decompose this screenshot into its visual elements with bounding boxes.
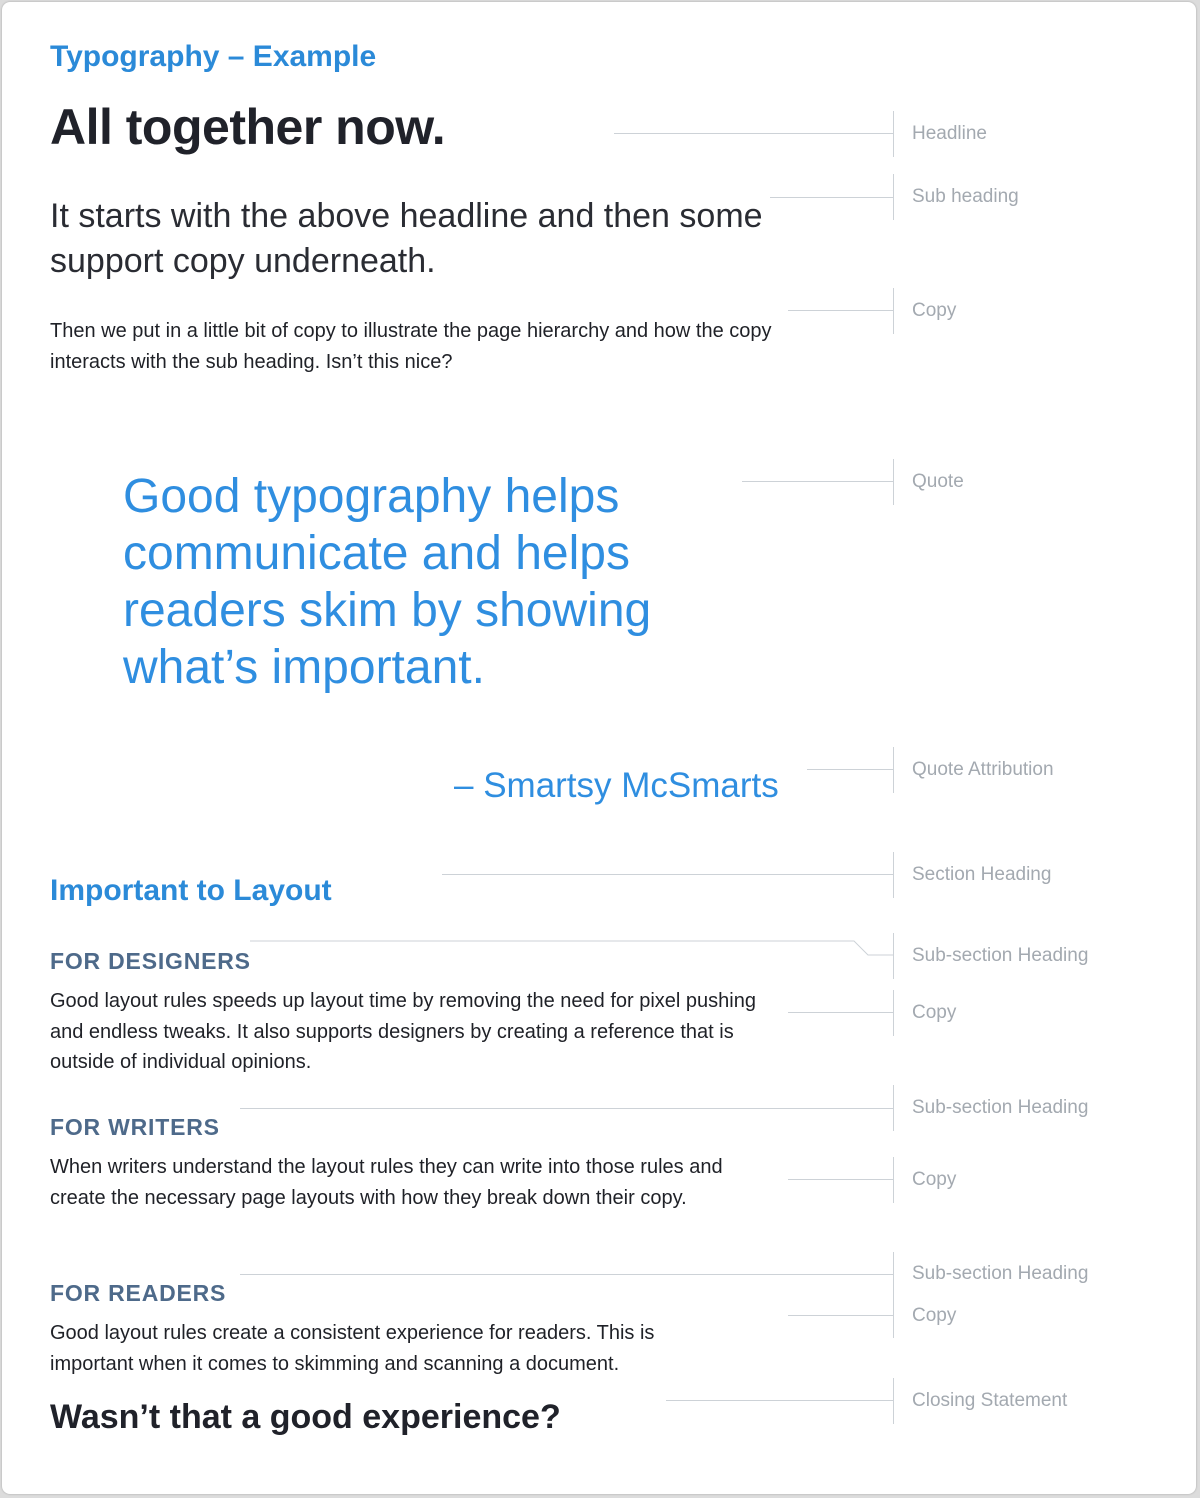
annotation-sub-heading: Sub heading — [912, 186, 1019, 207]
copy-leader-line-4 — [788, 1315, 893, 1316]
annotation-headline: Headline — [912, 123, 987, 144]
annotation-copy-1: Copy — [912, 300, 957, 321]
annotation-section-heading: Section Heading — [912, 864, 1052, 885]
annotation-copy-3: Copy — [912, 1169, 957, 1190]
typography-example-card — [2, 2, 1196, 1494]
copy-leader-line-3 — [788, 1179, 893, 1180]
intro-copy: Then we put in a little bit of copy to illustrate the page hierarchy and how the copy interacts with the sub heading. Isn’t this nice? — [50, 320, 772, 373]
closing-statement: Wasn’t that a good experience? — [50, 1398, 561, 1436]
subsection-readers-leader-line — [240, 1274, 893, 1275]
annotation-copy-2: Copy — [912, 1002, 957, 1023]
closing-bracket — [893, 1378, 894, 1424]
closing-leader-line — [666, 1400, 893, 1401]
copy-bracket-3 — [893, 1157, 894, 1203]
page-title: Typography – Example — [50, 40, 377, 73]
section-heading: Important to Layout — [50, 874, 332, 907]
annotation-sub-section-heading-2: Sub-section Heading — [912, 1097, 1089, 1118]
subsection-copy-readers: Good layout rules create a consistent experience for readers. This is important when it comes to skimming and scanning a document. — [50, 1322, 655, 1375]
sub-heading: It starts with the above headline and then some support copy underneath. — [50, 197, 763, 280]
annotation-sub-section-heading-3: Sub-section Heading — [912, 1263, 1089, 1284]
subsection-heading-writers: FOR WRITERS — [50, 1114, 220, 1140]
headline: All together now. — [50, 99, 446, 155]
annotation-sub-section-heading-1: Sub-section Heading — [912, 945, 1089, 966]
annotation-closing-statement: Closing Statement — [912, 1390, 1068, 1411]
subsection-writers-leader-line — [240, 1108, 893, 1109]
subsection-writers-bracket — [893, 1085, 894, 1131]
annotation-quote: Quote — [912, 471, 964, 492]
subsection-heading-designers: FOR DESIGNERS — [50, 948, 251, 974]
copy-bracket-2 — [893, 990, 894, 1036]
pull-quote: Good typography helps communicate and helps readers skim by showing what’s important. — [123, 470, 652, 694]
quote-attribution: – Smartsy McSmarts — [454, 766, 779, 805]
subsection-heading-readers: FOR READERS — [50, 1280, 227, 1306]
subsection-copy-writers: When writers understand the layout rules they can write into those rules and create the necessary page layouts with how they break down their copy. — [50, 1156, 723, 1209]
subsection-readers-bracket — [893, 1252, 894, 1338]
subsection-copy-designers: Good layout rules speeds up layout time by removing the need for pixel pushing and endless tweaks. It also supports designers by creating a reference that is outside of individual opinions. — [50, 990, 756, 1073]
subsection-designers-bracket — [893, 933, 894, 979]
annotation-quote-attribution: Quote Attribution — [912, 759, 1054, 780]
copy-leader-line-2 — [788, 1012, 893, 1013]
annotation-copy-4: Copy — [912, 1305, 957, 1326]
